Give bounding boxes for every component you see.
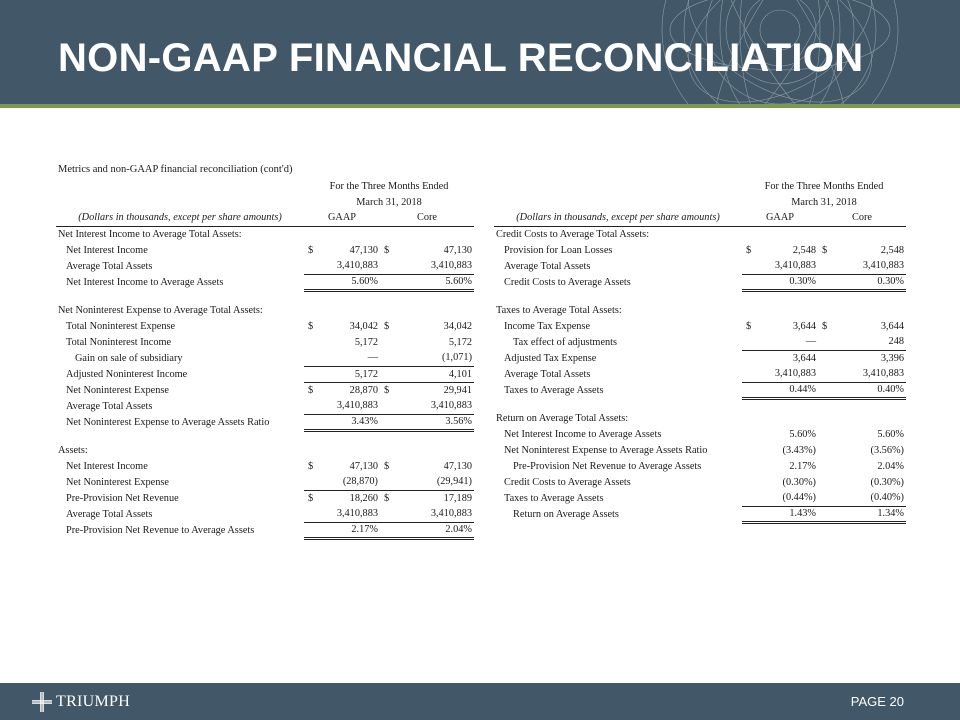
table-row: Credit Costs to Average Assets 0.30% 0.30%	[494, 274, 906, 290]
dollars-note: (Dollars in thousands, except per share amounts)	[56, 210, 304, 226]
triumph-logo	[32, 691, 130, 713]
table-row: Pre-Provision Net Revenue to Average Assets 2.17% 2.04%	[513, 460, 904, 472]
table-row: Taxes to Average Assets 0.44% 0.40%	[494, 382, 906, 398]
slide-header	[0, 0, 960, 104]
dollars-note: (Dollars in thousands, except per share amounts)	[494, 210, 742, 226]
table-row: Credit Costs to Average Assets (0.30%) (0.30%)	[504, 476, 904, 488]
table-row: Income Tax Expense $ 3,644 $ 3,644	[504, 320, 904, 332]
table-row: Net Noninterest Expense $ 28,870 $ 29,941	[66, 384, 472, 396]
col-header-gaap: GAAP	[304, 210, 380, 226]
table-row: Average Total Assets 3,410,883 3,410,883	[494, 366, 906, 382]
table-row: Net Noninterest Expense to Average Assets Ratio (3.43%) (3.56%)	[504, 444, 904, 456]
table-row: Provision for Loan Losses $ 2,548 $ 2,548	[504, 244, 904, 256]
section-heading: Taxes to Average Total Assets:	[496, 304, 622, 316]
table-row: Adjusted Tax Expense 3,644 3,396	[504, 352, 904, 364]
period-date: March 31, 2018	[791, 196, 857, 208]
period-header: For the Three Months Ended	[764, 180, 884, 192]
table-row: Adjusted Noninterest Income 5,172 4,101	[56, 366, 474, 382]
table-row: Pre-Provision Net Revenue to Average Assets 2.17% 2.04%	[56, 522, 474, 538]
page-title: NON-GAAP FINANCIAL RECONCILIATION	[58, 36, 864, 80]
period-date: March 31, 2018	[356, 196, 422, 208]
table-row: Net Noninterest Expense to Average Assets Ratio 3.43% 3.56%	[56, 414, 474, 430]
section-heading: Return on Average Total Assets:	[496, 412, 629, 424]
col-header-core: Core	[380, 210, 474, 226]
table-row: Taxes to Average Assets (0.44%) (0.40%)	[494, 490, 906, 506]
table-row: Net Noninterest Expense (28,870) (29,941)	[56, 474, 474, 490]
right-reconciliation-table	[494, 178, 906, 524]
cross-logo-icon	[32, 692, 52, 712]
slide-footer	[0, 683, 960, 720]
table-row: Average Total Assets 3,410,883 3,410,883	[56, 258, 474, 274]
section-heading: Assets:	[58, 444, 88, 456]
table-row: Average Total Assets 3,410,883 3,410,883	[56, 506, 474, 522]
table-row: Tax effect of adjustments — 248	[494, 334, 906, 350]
table-row: Net Interest Income $ 47,130 $ 47,130	[66, 460, 472, 472]
section-heading: Net Interest Income to Average Total Assets:	[58, 228, 242, 240]
col-header-core: Core	[818, 210, 906, 226]
table-row: Average Total Assets 3,410,883 3,410,883	[56, 398, 474, 414]
table-row: Net Interest Income $ 47,130 $ 47,130	[66, 244, 472, 256]
table-row: Total Noninterest Income 5,172 5,172	[66, 336, 472, 348]
table-subtitle: Metrics and non-GAAP financial reconciliation (cont'd)	[58, 164, 293, 175]
table-row: Average Total Assets 3,410,883 3,410,883	[494, 258, 906, 274]
logo-text: TRIUMPH	[56, 693, 131, 710]
table-row: Net Interest Income to Average Assets 5.60% 5.60%	[56, 274, 474, 290]
header-accent-rule	[0, 104, 960, 108]
table-row: Gain on sale of subsidiary — (1,071)	[56, 350, 474, 366]
col-header-gaap: GAAP	[742, 210, 818, 226]
section-heading: Credit Costs to Average Total Assets:	[496, 228, 650, 240]
period-header: For the Three Months Ended	[329, 180, 449, 192]
table-row: Net Interest Income to Average Assets 5.60% 5.60%	[504, 428, 904, 440]
section-heading: Net Noninterest Expense to Average Total Assets:	[58, 304, 263, 316]
table-row: Pre-Provision Net Revenue $ 18,260 $ 17,189	[66, 492, 472, 504]
table-row: Return on Average Assets 1.43% 1.34%	[494, 506, 906, 522]
page-number: PAGE 20	[850, 694, 904, 709]
table-row: Total Noninterest Expense $ 34,042 $ 34,042	[66, 320, 472, 332]
left-reconciliation-table	[56, 178, 474, 540]
